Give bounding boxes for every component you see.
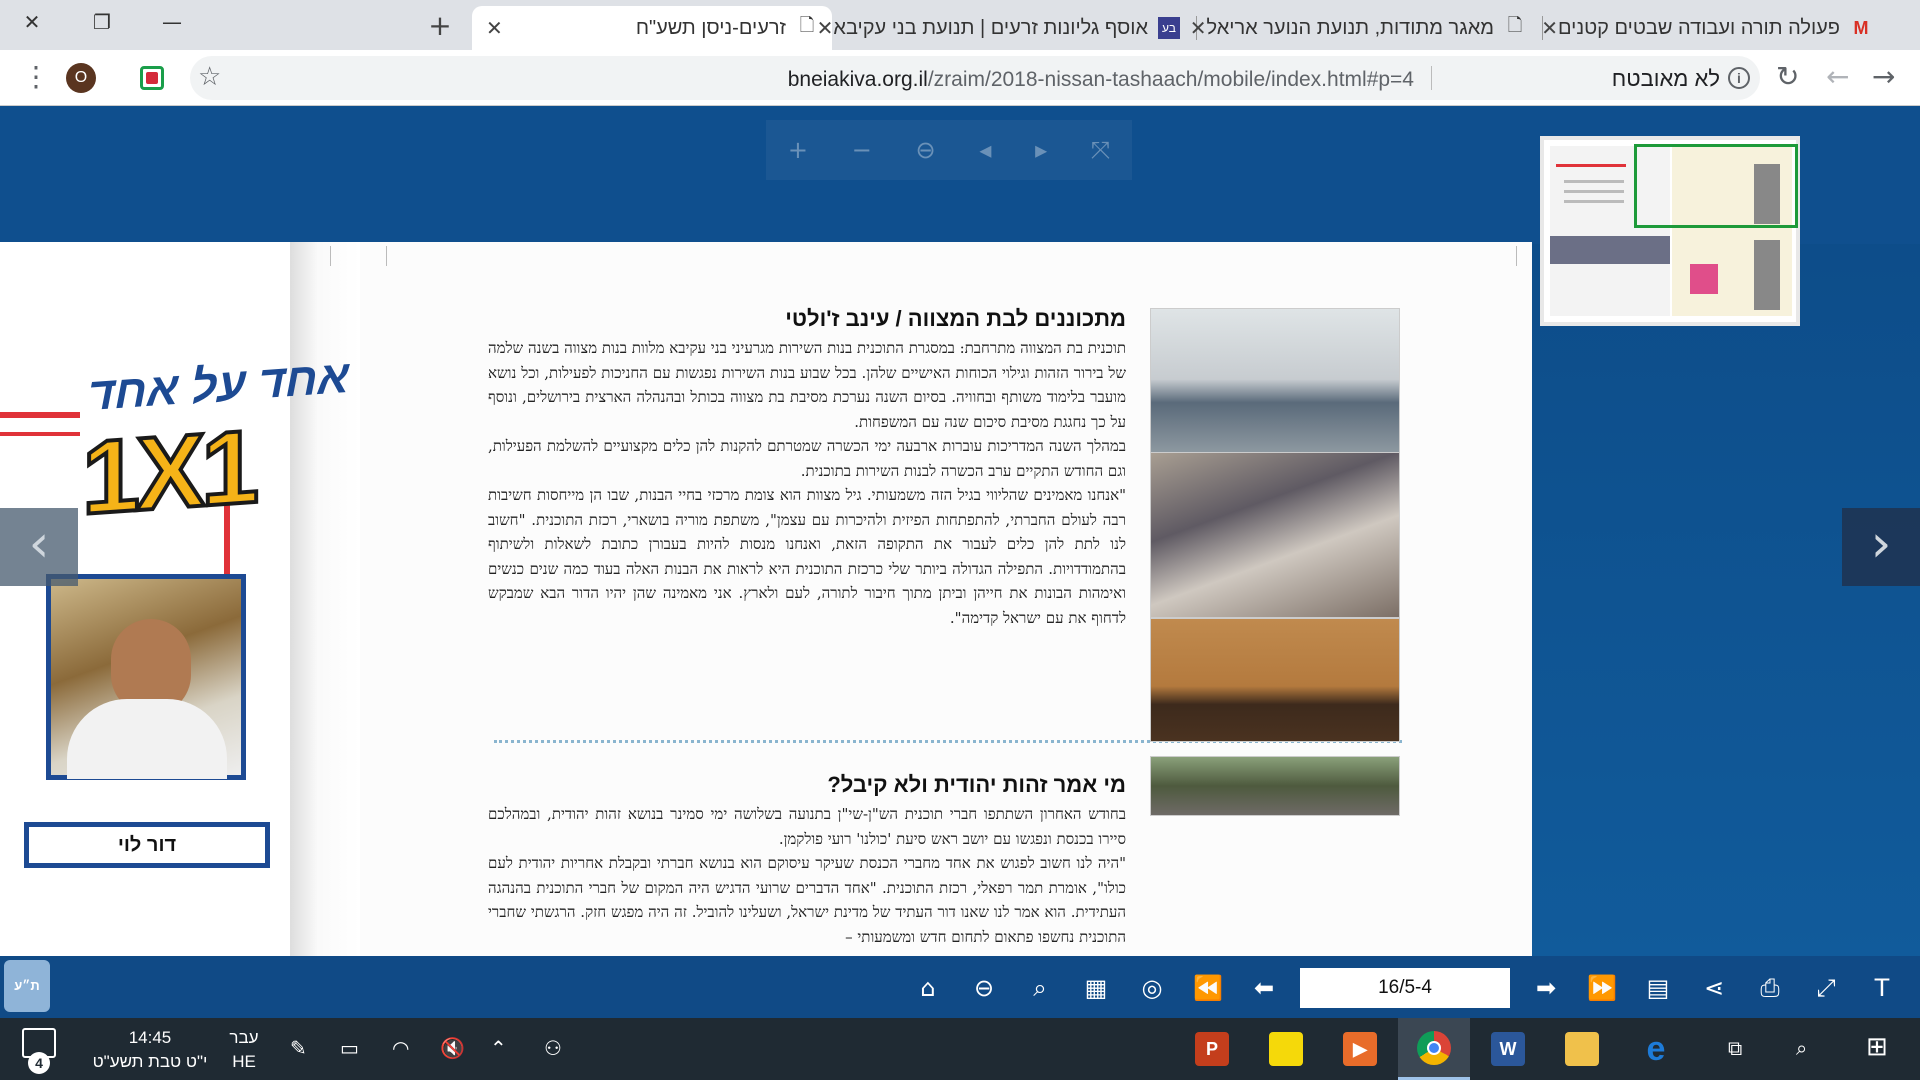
article-bat-mitzvah (488, 306, 1126, 630)
tab-gmail[interactable] (1541, 6, 1886, 50)
column-banner-1x1: 1X1 (82, 408, 256, 538)
pen-icon[interactable]: ✎ (290, 1036, 307, 1060)
tab-title: אוסף גליונות זרעים | תנועת בני עקיבא (833, 16, 1148, 39)
clock-time: 14:45 (128, 1028, 172, 1047)
zoom-out-icon[interactable]: ⊖ (915, 136, 936, 164)
tab-title: מאגר מתודות, תנועת הנוער אריאל (1206, 16, 1494, 39)
viewer-toolbar (0, 956, 1920, 1018)
print-icon[interactable]: ⎙ (1760, 974, 1780, 1002)
previous-page-icon[interactable]: ⬅ (1253, 974, 1275, 1002)
pan-icon[interactable]: ⤧ (1090, 136, 1111, 164)
new-tab-button[interactable]: + (428, 8, 452, 42)
zoom-toolstrip (766, 120, 1132, 180)
tab-zraim-collection[interactable] (816, 6, 1194, 50)
share-icon[interactable]: ⋖ (1703, 974, 1725, 1002)
address-bar-row (0, 50, 1920, 106)
tab-title: פעולה תורה ועבודה שבטים קטנים (1557, 16, 1840, 39)
forward-arrow-icon[interactable]: → (1872, 60, 1896, 93)
article-title: מי אמר זהות יהודית ולא קיבל? (827, 772, 1126, 797)
powerpoint-app-icon[interactable]: P (1176, 1018, 1248, 1080)
omnibox[interactable] (190, 56, 1760, 100)
bookmark-icon[interactable]: ▤ (1646, 974, 1670, 1002)
article-paragraph: "היה לנו חשוב לפגוש את אחד מחברי הכנסת שעיקר עיסוקם הוא בנושא חברתי ובקבלת אחריות יהודית לעם כולו", אומרת תמר רפאלי, רכזת התוכנית. "אחד הדברים שרועי הדגיש היה המקום של חברי התוכנית בהנהגה העתידית. הוא אמר לנו שאנו דור העתיד של מדינת ישראל, ושעלינו להוביל. זה היה מפגש חזק. הרגשתי שחברי התוכנית נחשפו פתאום לתחום חדש ומשמעותי – (488, 854, 1126, 946)
flipbook-viewer (0, 106, 1920, 956)
restore-window-button[interactable]: ❐ (93, 10, 111, 34)
notification-count-badge: 4 (28, 1052, 50, 1074)
info-icon[interactable]: i (1728, 67, 1750, 89)
security-label[interactable]: לא מאובטח (1611, 66, 1720, 91)
last-page-icon[interactable]: ⏩ (1587, 974, 1617, 1002)
zoom-in-icon[interactable]: + (787, 136, 808, 164)
chevron-up-icon[interactable]: ⌃ (490, 1036, 507, 1060)
close-window-button[interactable]: ✕ (23, 10, 41, 34)
chrome-app-icon[interactable] (1398, 1018, 1470, 1080)
decorative-line (0, 412, 80, 418)
previous-page-arrow[interactable]: ‹ (0, 508, 78, 586)
page-number-input[interactable]: 16/5-4 (1300, 968, 1510, 1008)
media-player-app-icon[interactable]: ▶ (1324, 1018, 1396, 1080)
article-paragraph: תוכנית בת המצווה מתרחבת: במסגרת התוכנית בנות השירות מגרעיני בני עקיבא מלוות בנות מצווה בשנה שלמה של בירור הזהות וגילוי הכוחות האישיים שלהן. בכל שבוע בנות השירות נפגשות עם החניכות לפעילות, וכל נושא מועבר בלימוד משותף ובחוויה. בסיום השנה נערכת מסיבת בת מצווה בכותל ובהנהלה הארצית בירושלים, ונוסף על כך נחגגת מסיבת סיכום שנה עם המשפחות. (488, 339, 1126, 431)
url-path: /zraim/2018-nissan-tashaach/mobile/index.html#p=4 (927, 68, 1414, 91)
article-jewish-identity (488, 772, 1126, 949)
tab-close-icon[interactable]: ✕ (1541, 16, 1558, 40)
zoom-minus-icon[interactable]: − (851, 136, 872, 164)
search-icon[interactable]: ⌕ (1033, 974, 1047, 1002)
avatar[interactable]: O (66, 63, 96, 93)
clock[interactable] (70, 1026, 230, 1074)
article-photo (1150, 618, 1400, 742)
zoom-out-icon[interactable]: ⊖ (973, 974, 995, 1002)
volume-muted-icon[interactable]: 🔇 (440, 1036, 465, 1060)
article-paragraph: "אנחנו מאמינים שהליווי בגיל הזה משמעותי. גיל מצוות הוא צומת מרכזי בחיי הבנות, שבו הן מייחסות חשיבות רבה לעולם החברתי, להתפתחות הפיזית ולהיכרות עם עצמן", משתפת מוריה בושארי, רכזת התוכנית. "חשוב לנו לתת להן כלים לעבור את התקופה הזאת, ואנחנו מנסות להיות בעבורן כתובת לשאלות ולשיתוף בהתמודדויות. התפילה הגדולה ביותר שלי כרכזת התוכנית היא לראות את הבנות האלה בעוד כמה שנים כנשים ואימהות הבונות את חייהן וביתן מתוך חיבור לתורה, לעם ולארץ. אני מאמינה שהן יהיו הדור הבא שמבקש לדחוף את עם ישראל קדימה". (488, 486, 1126, 627)
article-paragraph: בחודש האחרון השתתפו חברי תוכנית הש"ן-שי"ן בתנועה בשלושה ימי סמינר בנושא זהות יהודית, ובמהלכם סיירו בכנסת ונפגשו עם יושב ראש סיעת 'כולנו' רועי פולקמן. (488, 805, 1126, 848)
extension-icon[interactable] (140, 66, 164, 90)
tab-close-icon[interactable]: ✕ (816, 16, 834, 40)
word-app-icon[interactable]: W (1472, 1018, 1544, 1080)
tab-methods[interactable] (1189, 6, 1540, 50)
gmail-icon: M (1853, 17, 1869, 38)
thumbnails-grid-icon[interactable]: ▦ (1084, 974, 1108, 1002)
language-code: HE (232, 1052, 256, 1071)
tab-strip (0, 0, 1920, 50)
tab-close-icon[interactable]: ✕ (1189, 16, 1207, 40)
article-title: מתכוננים לבת המצווה / עינב ז'ולטי (785, 306, 1126, 331)
next-page-arrow[interactable]: › (1842, 508, 1920, 586)
edge-app-icon[interactable]: e (1646, 1029, 1666, 1068)
search-icon[interactable]: ⌕ (1796, 1036, 1808, 1060)
visible-area-indicator[interactable] (1634, 144, 1798, 228)
tab-title: זרעים-ניסן תשע"ח (635, 16, 786, 39)
people-icon[interactable]: ⚇ (544, 1036, 562, 1060)
sticky-notes-app-icon[interactable] (1250, 1018, 1322, 1080)
fullscreen-icon[interactable]: ⤢ (1816, 974, 1836, 1002)
minimize-window-button[interactable]: — (162, 10, 182, 34)
column-banner-title: אחד על אחד (88, 349, 350, 421)
person-photo (46, 574, 246, 780)
language-name: עבר (229, 1028, 259, 1047)
article-photo (1150, 756, 1400, 816)
language-indicator[interactable] (226, 1026, 262, 1074)
url-domain: bneiakiva.org.il (787, 68, 928, 91)
windows-taskbar (0, 1018, 1920, 1080)
page-thumbnail-navigator[interactable] (1540, 136, 1800, 326)
wifi-icon[interactable]: ◠ (392, 1036, 410, 1060)
windows-start-icon[interactable]: ⊞ (1866, 1032, 1888, 1062)
reload-icon[interactable]: ↻ (1776, 60, 1800, 93)
tab-zraim[interactable] (472, 6, 832, 50)
home-icon[interactable]: ⌂ (920, 974, 936, 1002)
article-paragraph: במהלך השנה המדריכות עוברות ארבעה ימי הכשרה שמטרתם להקנות להן כלים מקצועיים להשלמת הפעילות, וגם החודש התקיים ערב הכשרה לבנות השירות בתוכנית. (488, 437, 1126, 480)
omnibox-separator (1431, 66, 1432, 90)
bookmark-star-icon[interactable]: ☆ (198, 62, 222, 92)
document-icon: 🗋 (1507, 15, 1523, 35)
decorative-line (0, 432, 80, 436)
next-page-icon[interactable]: ➡ (1535, 974, 1557, 1002)
task-view-icon[interactable]: ⧉ (1728, 1036, 1743, 1060)
next-page-icon[interactable]: ▸ (1035, 136, 1048, 164)
menu-kebab-icon[interactable]: ⋮ (22, 60, 50, 93)
autoplay-icon[interactable]: ◎ (1141, 974, 1163, 1002)
text-mode-icon[interactable]: T (1874, 974, 1890, 1002)
prev-page-icon[interactable]: ◂ (979, 136, 992, 164)
article-photo (1150, 452, 1400, 618)
clock-date: י"ט טבת תשע"ט (92, 1052, 208, 1071)
back-arrow-icon[interactable]: ← (1826, 60, 1850, 93)
url-field[interactable] (788, 68, 1414, 92)
document-icon: 🗋 (799, 15, 815, 35)
battery-icon[interactable]: ▭ (340, 1036, 359, 1060)
person-name: דור לוי (24, 822, 270, 868)
article-photo (1150, 308, 1400, 466)
publisher-logo[interactable]: ת״ע (4, 960, 50, 1012)
first-page-icon[interactable]: ⏪ (1193, 974, 1223, 1002)
page-spine (290, 242, 360, 956)
site-favicon-icon: בע (1158, 17, 1180, 39)
file-explorer-app-icon[interactable] (1546, 1018, 1618, 1080)
tab-close-icon[interactable]: ✕ (486, 16, 503, 40)
